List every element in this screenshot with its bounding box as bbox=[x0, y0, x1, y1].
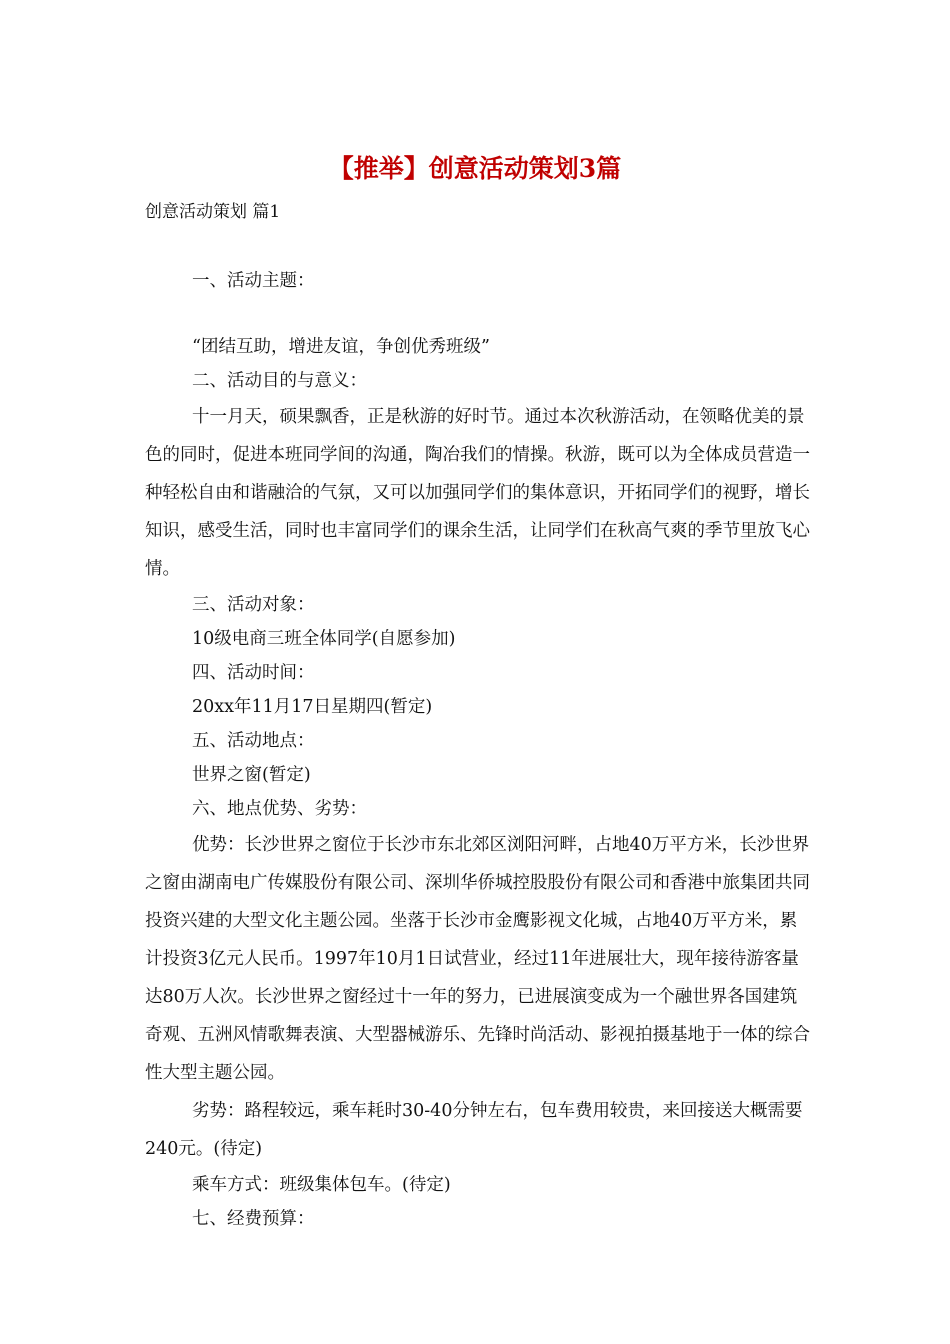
section-1-heading: 一、活动主题： bbox=[192, 271, 315, 291]
document-title: 【推举】创意活动策划3篇 bbox=[328, 154, 622, 183]
document-subtitle: 创意活动策划 篇1 bbox=[145, 202, 281, 222]
section-7-heading: 七、经费预算： bbox=[192, 1209, 315, 1229]
document-body bbox=[145, 264, 810, 1236]
section-3-heading: 三、活动对象： bbox=[192, 595, 315, 615]
section-6-advantages: 优势：长沙世界之窗位于长沙市东北郊区浏阳河畔，占地40万平方米，长沙世界之窗由湖南电广传媒股份有限公司、深圳华侨城控股股份有限公司和香港中旅集团共同投资兴建的大型文化主题公园。坐落于长沙市金鹰影视文化城，占地40万平方米，累计投资3亿元人民币。1997年10月1日试营业，经过11年进展壮大，现年接待游客量达80万人次。长沙世界之窗经过十一年的努力，已进展演变成为一个融世界各国建筑奇观、五洲风情歌舞表演、大型器械游乐、先锋时尚活动、影视拍摄基地于一体的综合性大型主题公园。 bbox=[145, 835, 810, 1083]
section-4-text: 20xx年11月17日星期四(暂定) bbox=[192, 697, 433, 717]
section-2-heading: 二、活动目的与意义： bbox=[192, 371, 367, 391]
section-2-text: 十一月天，硕果飘香，正是秋游的好时节。通过本次秋游活动，在领略优美的景色的同时，促进本班同学间的沟通，陶冶我们的情操。秋游，既可以为全体成员营造一种轻松自由和谐融洽的气氛，又可以加强同学们的集体意识，开拓同学们的视野，增长知识，感受生活，同时也丰富同学们的课余生活，让同学们在秋高气爽的季节里放飞心情。 bbox=[145, 407, 810, 579]
section-5-heading: 五、活动地点： bbox=[192, 731, 315, 751]
section-5-text: 世界之窗(暂定) bbox=[192, 765, 311, 785]
section-3-text: 10级电商三班全体同学(自愿参加) bbox=[192, 629, 456, 649]
section-6-transport: 乘车方式：班级集体包车。(待定) bbox=[192, 1175, 451, 1195]
section-6-heading: 六、地点优势、劣势： bbox=[192, 799, 367, 819]
section-6-disadvantages: 劣势：路程较远，乘车耗时30-40分钟左右，包车费用较贵，来回接送大概需要240元。(待定) bbox=[145, 1101, 803, 1159]
section-1-text: “团结互助，增进友谊，争创优秀班级” bbox=[192, 337, 490, 357]
section-4-heading: 四、活动时间： bbox=[192, 663, 315, 683]
